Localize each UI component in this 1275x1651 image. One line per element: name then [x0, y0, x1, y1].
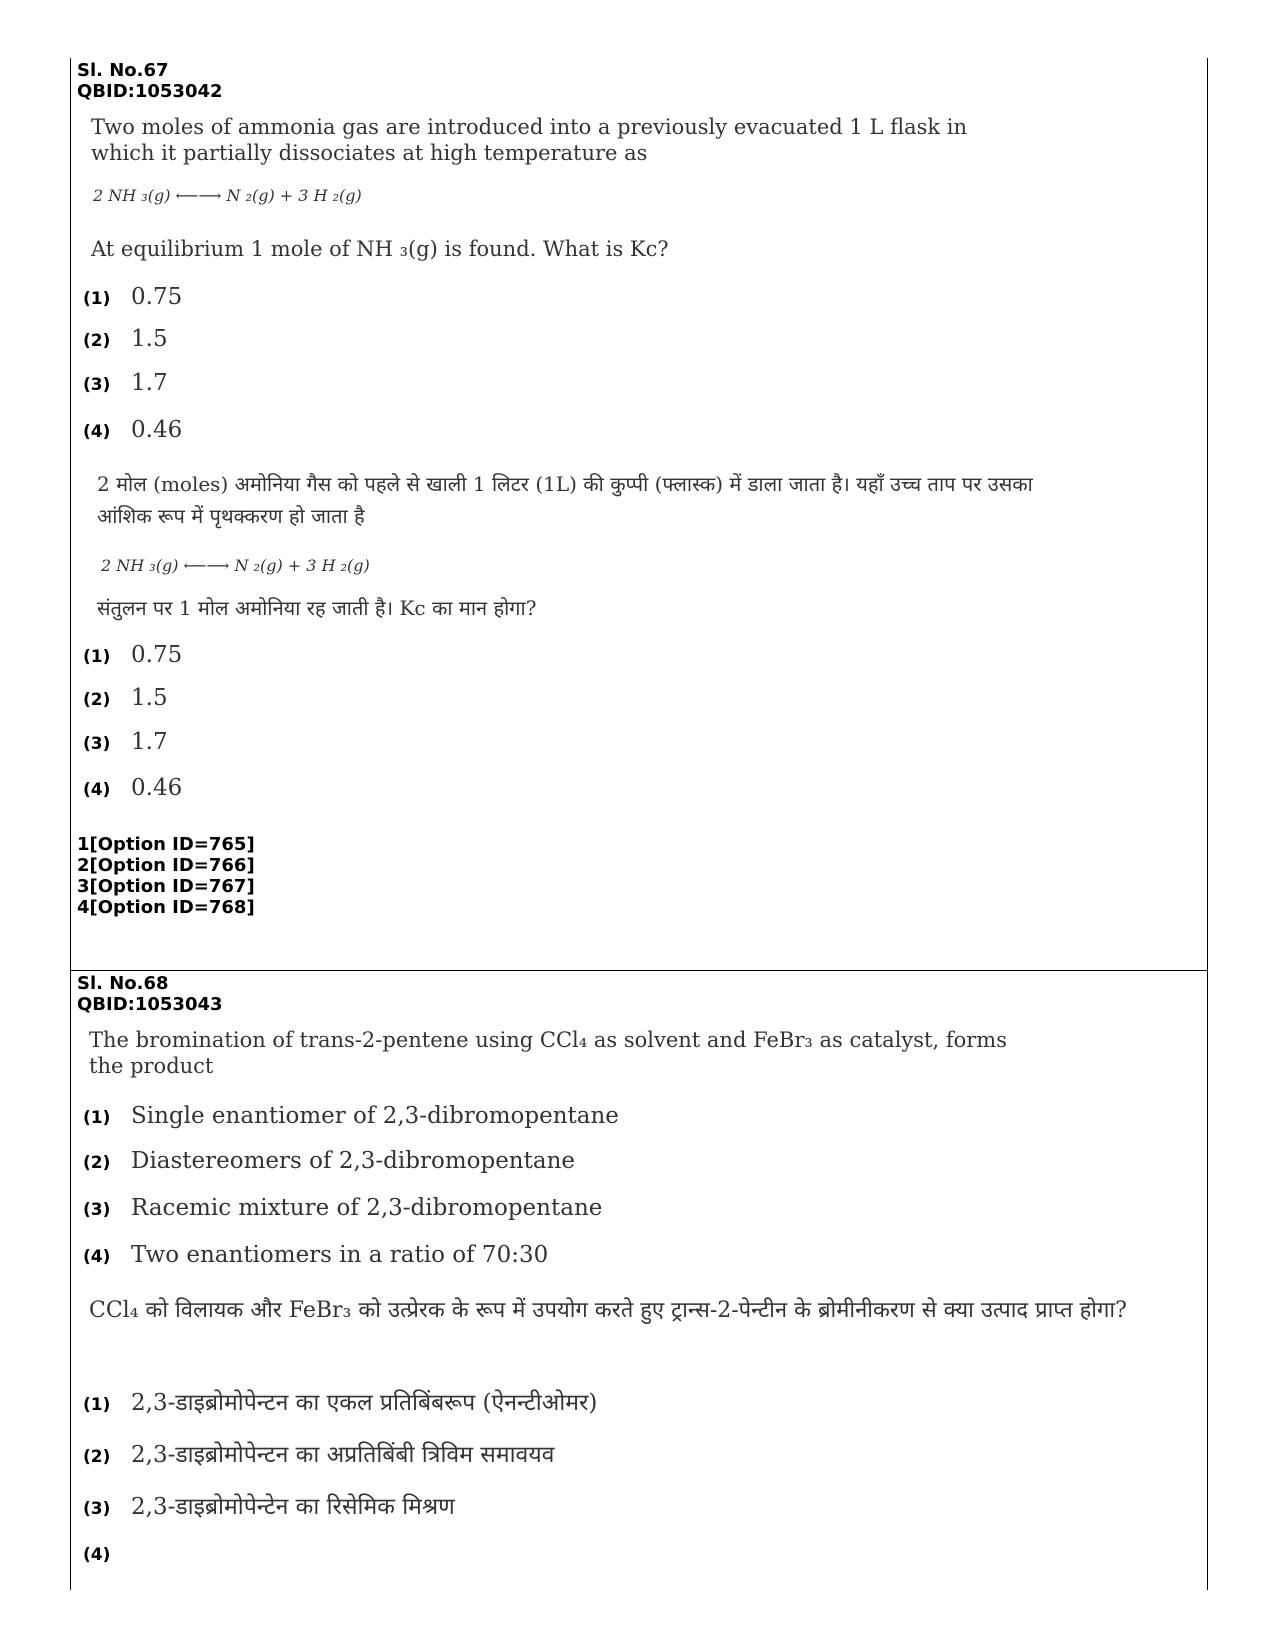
option-number: (2)	[83, 1153, 111, 1173]
option-text: 2,3-डाइब्रोमोपेन्टन का एकल प्रतिबिंबरूप (ऐनन्टीओमर)	[131, 1390, 598, 1416]
option-3-hindi	[83, 1489, 455, 1521]
option-4-hindi	[83, 1545, 131, 1565]
question-block-68	[71, 971, 1207, 1590]
option-number: (4)	[83, 1545, 111, 1565]
question-stem-english: The bromination of trans-2-pentene using CCl₄ as solvent and FeBr₃ as catalyst, forms the product	[89, 1028, 1007, 1078]
option-text: 1.5	[131, 685, 168, 711]
option-number: (3)	[83, 734, 111, 754]
option-text: 0.46	[131, 417, 183, 443]
option-text: Two enantiomers in a ratio of 70:30	[131, 1242, 549, 1268]
option-3-english	[83, 370, 168, 396]
option-number: (4)	[83, 780, 111, 800]
qbid: QBID:1053043	[77, 994, 223, 1015]
option-text: Single enantiomer of 2,3-dibromopentane	[131, 1103, 619, 1129]
option-number: (3)	[83, 375, 111, 395]
option-4-english	[83, 1242, 548, 1268]
option-text: 1.7	[131, 370, 168, 396]
question-stem-hindi: 2 मोल (moles) अमोनिया गैस को पहले से खाली 1 लिटर (1L) की कुप्पी (फ्लास्क) में डाला जाता है। यहाँ उच्च ताप पर उसका आंशिक रूप में पृथक्करण हो जाता है	[97, 472, 1033, 528]
option-text: 2,3-डाइब्रोमोपेन्टेन का रिसेमिक मिश्रण	[131, 1494, 455, 1520]
reaction-equation: 2 NH ₃(g) ⟵⟶ N ₂(g) + 3 H ₂(g)	[93, 186, 362, 205]
option-number: (3)	[83, 1499, 111, 1519]
question-stem-hindi: CCl₄ को विलायक और FeBr₃ को उत्प्रेरक के रूप में उपयोग करते हुए ट्रान्स-2-पेन्टीन के ब्रोमीनीकरण से क्या उत्पाद प्राप्त होगा?	[89, 1298, 1127, 1323]
option-number: (2)	[83, 331, 111, 351]
option-number: (1)	[83, 289, 111, 309]
option-2-english	[83, 1148, 575, 1174]
option-4-english	[83, 417, 182, 443]
option-id-list	[77, 834, 255, 918]
option-id: 1[Option ID=765]	[77, 834, 255, 855]
qbid: QBID:1053042	[77, 81, 223, 102]
option-number: (1)	[83, 647, 111, 667]
option-text: Diastereomers of 2,3-dibromopentane	[131, 1148, 575, 1174]
option-2-english	[83, 326, 168, 352]
option-text: 0.75	[131, 642, 183, 668]
option-id: 4[Option ID=768]	[77, 897, 255, 918]
option-1-english	[83, 1103, 619, 1129]
serial-number: Sl. No.67	[77, 60, 169, 81]
option-1-english	[83, 284, 182, 310]
option-id: 2[Option ID=766]	[77, 855, 255, 876]
serial-number: Sl. No.68	[77, 973, 169, 994]
question-stem-english: Two moles of ammonia gas are introduced into a previously evacuated 1 L flask in which it partially dissociates at high temperature as	[91, 115, 968, 165]
option-3-hindi	[83, 729, 168, 755]
option-number: (1)	[83, 1108, 111, 1128]
option-text: 0.75	[131, 284, 183, 310]
option-text: 2,3-डाइब्रोमोपेन्टन का अप्रतिबिंबी त्रिविम समावयव	[131, 1442, 555, 1468]
question-prompt-hindi: संतुलन पर 1 मोल अमोनिया रह जाती है। Kc का मान होगा?	[97, 596, 537, 620]
option-2-hindi	[83, 1437, 554, 1469]
option-number: (1)	[83, 1395, 111, 1415]
option-text: Racemic mixture of 2,3-dibromopentane	[131, 1195, 603, 1221]
option-text: 1.7	[131, 729, 168, 755]
option-number: (2)	[83, 1447, 111, 1467]
option-3-english	[83, 1195, 602, 1221]
option-text: 1.5	[131, 326, 168, 352]
option-1-hindi	[83, 1385, 597, 1417]
option-number: (4)	[83, 1247, 111, 1267]
option-number: (3)	[83, 1200, 111, 1220]
option-text: 0.46	[131, 775, 183, 801]
question-sheet	[70, 58, 1208, 1590]
option-2-hindi	[83, 685, 168, 711]
option-id: 3[Option ID=767]	[77, 876, 255, 897]
question-block-67	[71, 58, 1207, 971]
option-number: (2)	[83, 690, 111, 710]
reaction-equation-hindi: 2 NH ₃(g) ⟵⟶ N ₂(g) + 3 H ₂(g)	[101, 556, 370, 575]
option-4-hindi	[83, 775, 182, 801]
question-prompt-english: At equilibrium 1 mole of NH ₃(g) is found. What is Kc?	[91, 237, 669, 261]
option-1-hindi	[83, 642, 182, 668]
option-number: (4)	[83, 422, 111, 442]
